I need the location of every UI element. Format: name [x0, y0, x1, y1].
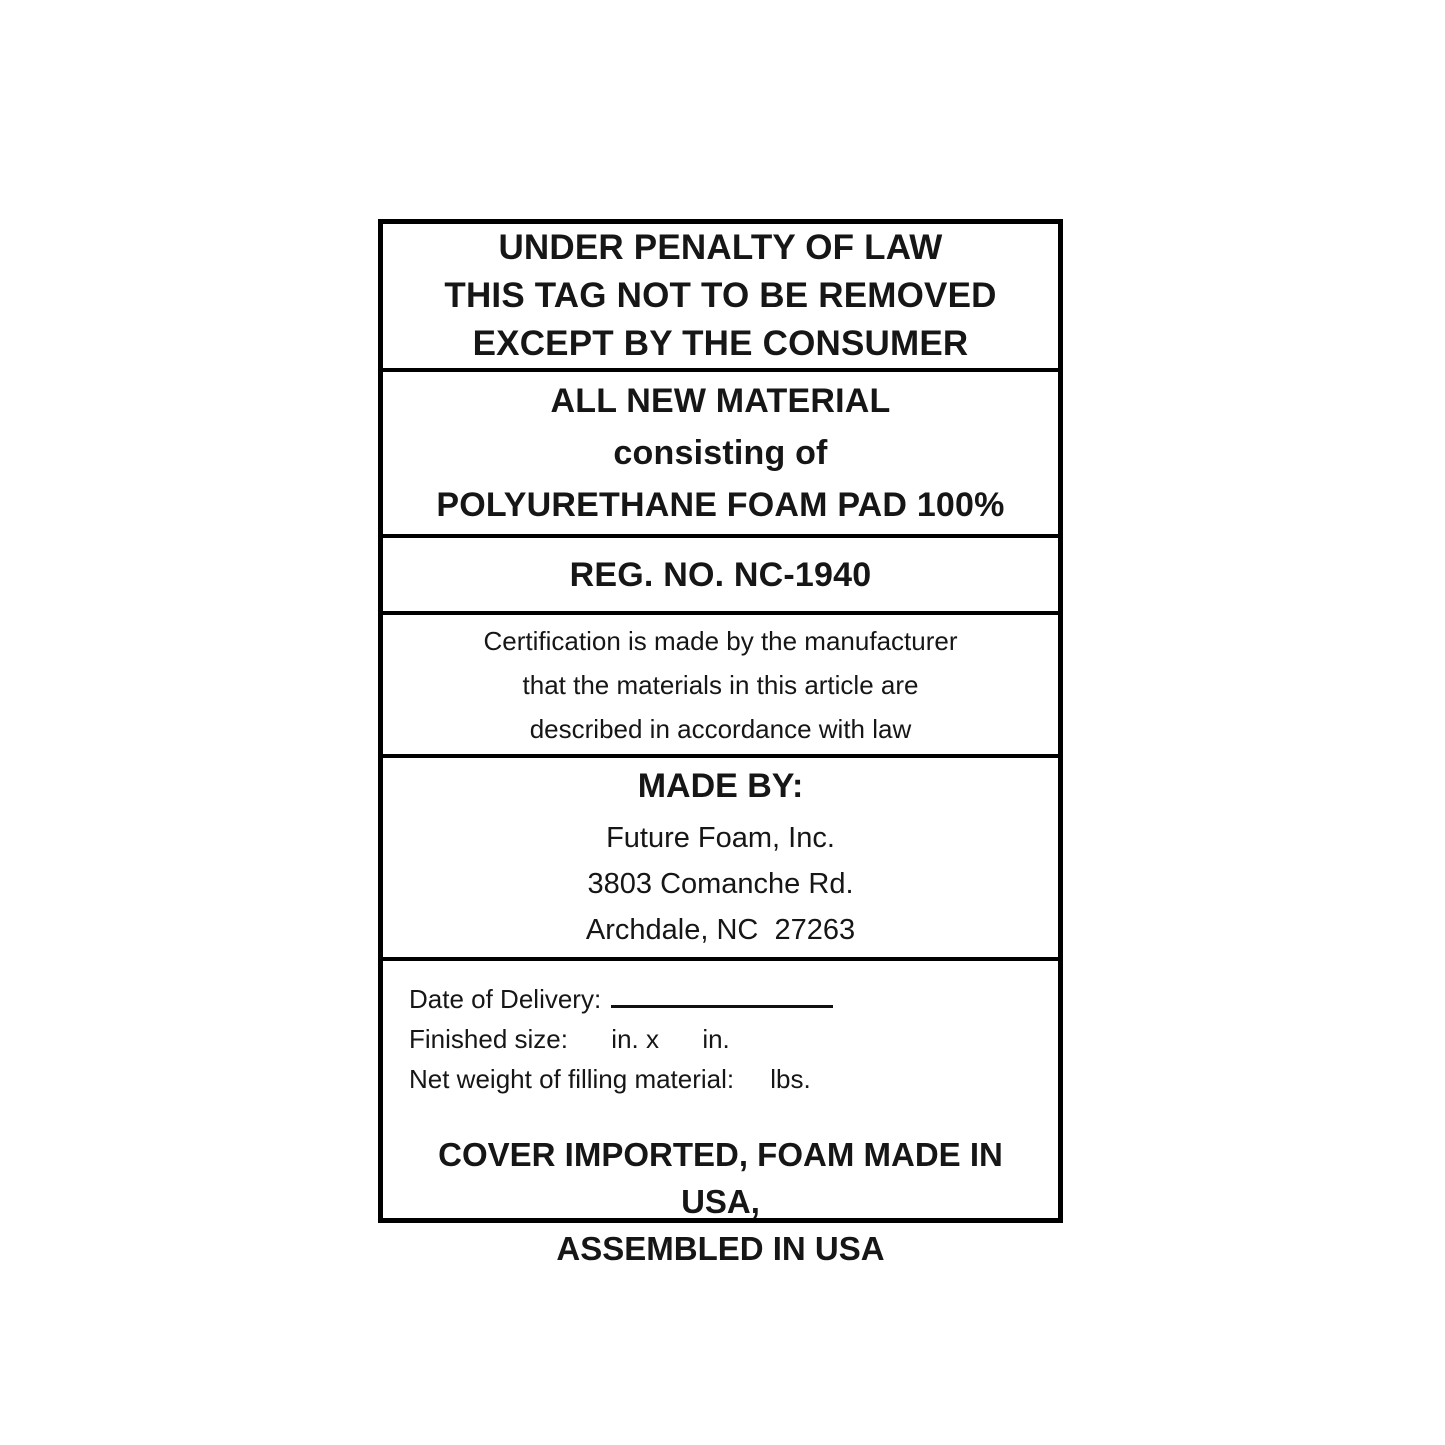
manufacturer-street: 3803 Comanche Rd.: [587, 867, 854, 900]
registration-number: REG. NO. NC-1940: [569, 555, 872, 594]
finished-size-line: Finished size: in. x in.: [409, 1024, 730, 1054]
certification-line: Certification is made by the manufacturer: [483, 625, 958, 656]
date-of-delivery-line: [409, 979, 1032, 1019]
material-line: consisting of: [613, 434, 828, 472]
section-penalty-notice: [383, 224, 1058, 372]
made-by-heading: MADE BY:: [637, 766, 804, 805]
material-line: POLYURETHANE FOAM PAD 100%: [436, 486, 1005, 524]
manufacturer-name: Future Foam, Inc.: [606, 821, 835, 854]
section-material-contents: [383, 372, 1058, 538]
date-blank-line: [611, 983, 833, 1008]
material-line: ALL NEW MATERIAL: [550, 382, 891, 420]
section-made-by: [383, 758, 1058, 961]
section-delivery-details: [383, 961, 1058, 1267]
penalty-line: UNDER PENALTY OF LAW: [498, 228, 943, 267]
certification-line: described in accordance with law: [529, 713, 912, 744]
manufacturer-city-state-zip: Archdale, NC 27263: [585, 913, 856, 946]
penalty-line: EXCEPT BY THE CONSUMER: [472, 324, 969, 363]
origin-statement: [409, 1131, 1032, 1272]
section-registration-number: [383, 538, 1058, 615]
origin-line: COVER IMPORTED, FOAM MADE IN USA,: [438, 1136, 1013, 1220]
date-of-delivery-label: Date of Delivery:: [409, 984, 602, 1014]
penalty-line: THIS TAG NOT TO BE REMOVED: [444, 276, 997, 315]
net-weight-line: Net weight of filling material: lbs.: [409, 1064, 811, 1094]
certification-line: that the materials in this article are: [522, 669, 919, 700]
section-certification: [383, 615, 1058, 758]
law-tag-label: [378, 219, 1063, 1267]
origin-line: ASSEMBLED IN USA: [556, 1230, 885, 1267]
